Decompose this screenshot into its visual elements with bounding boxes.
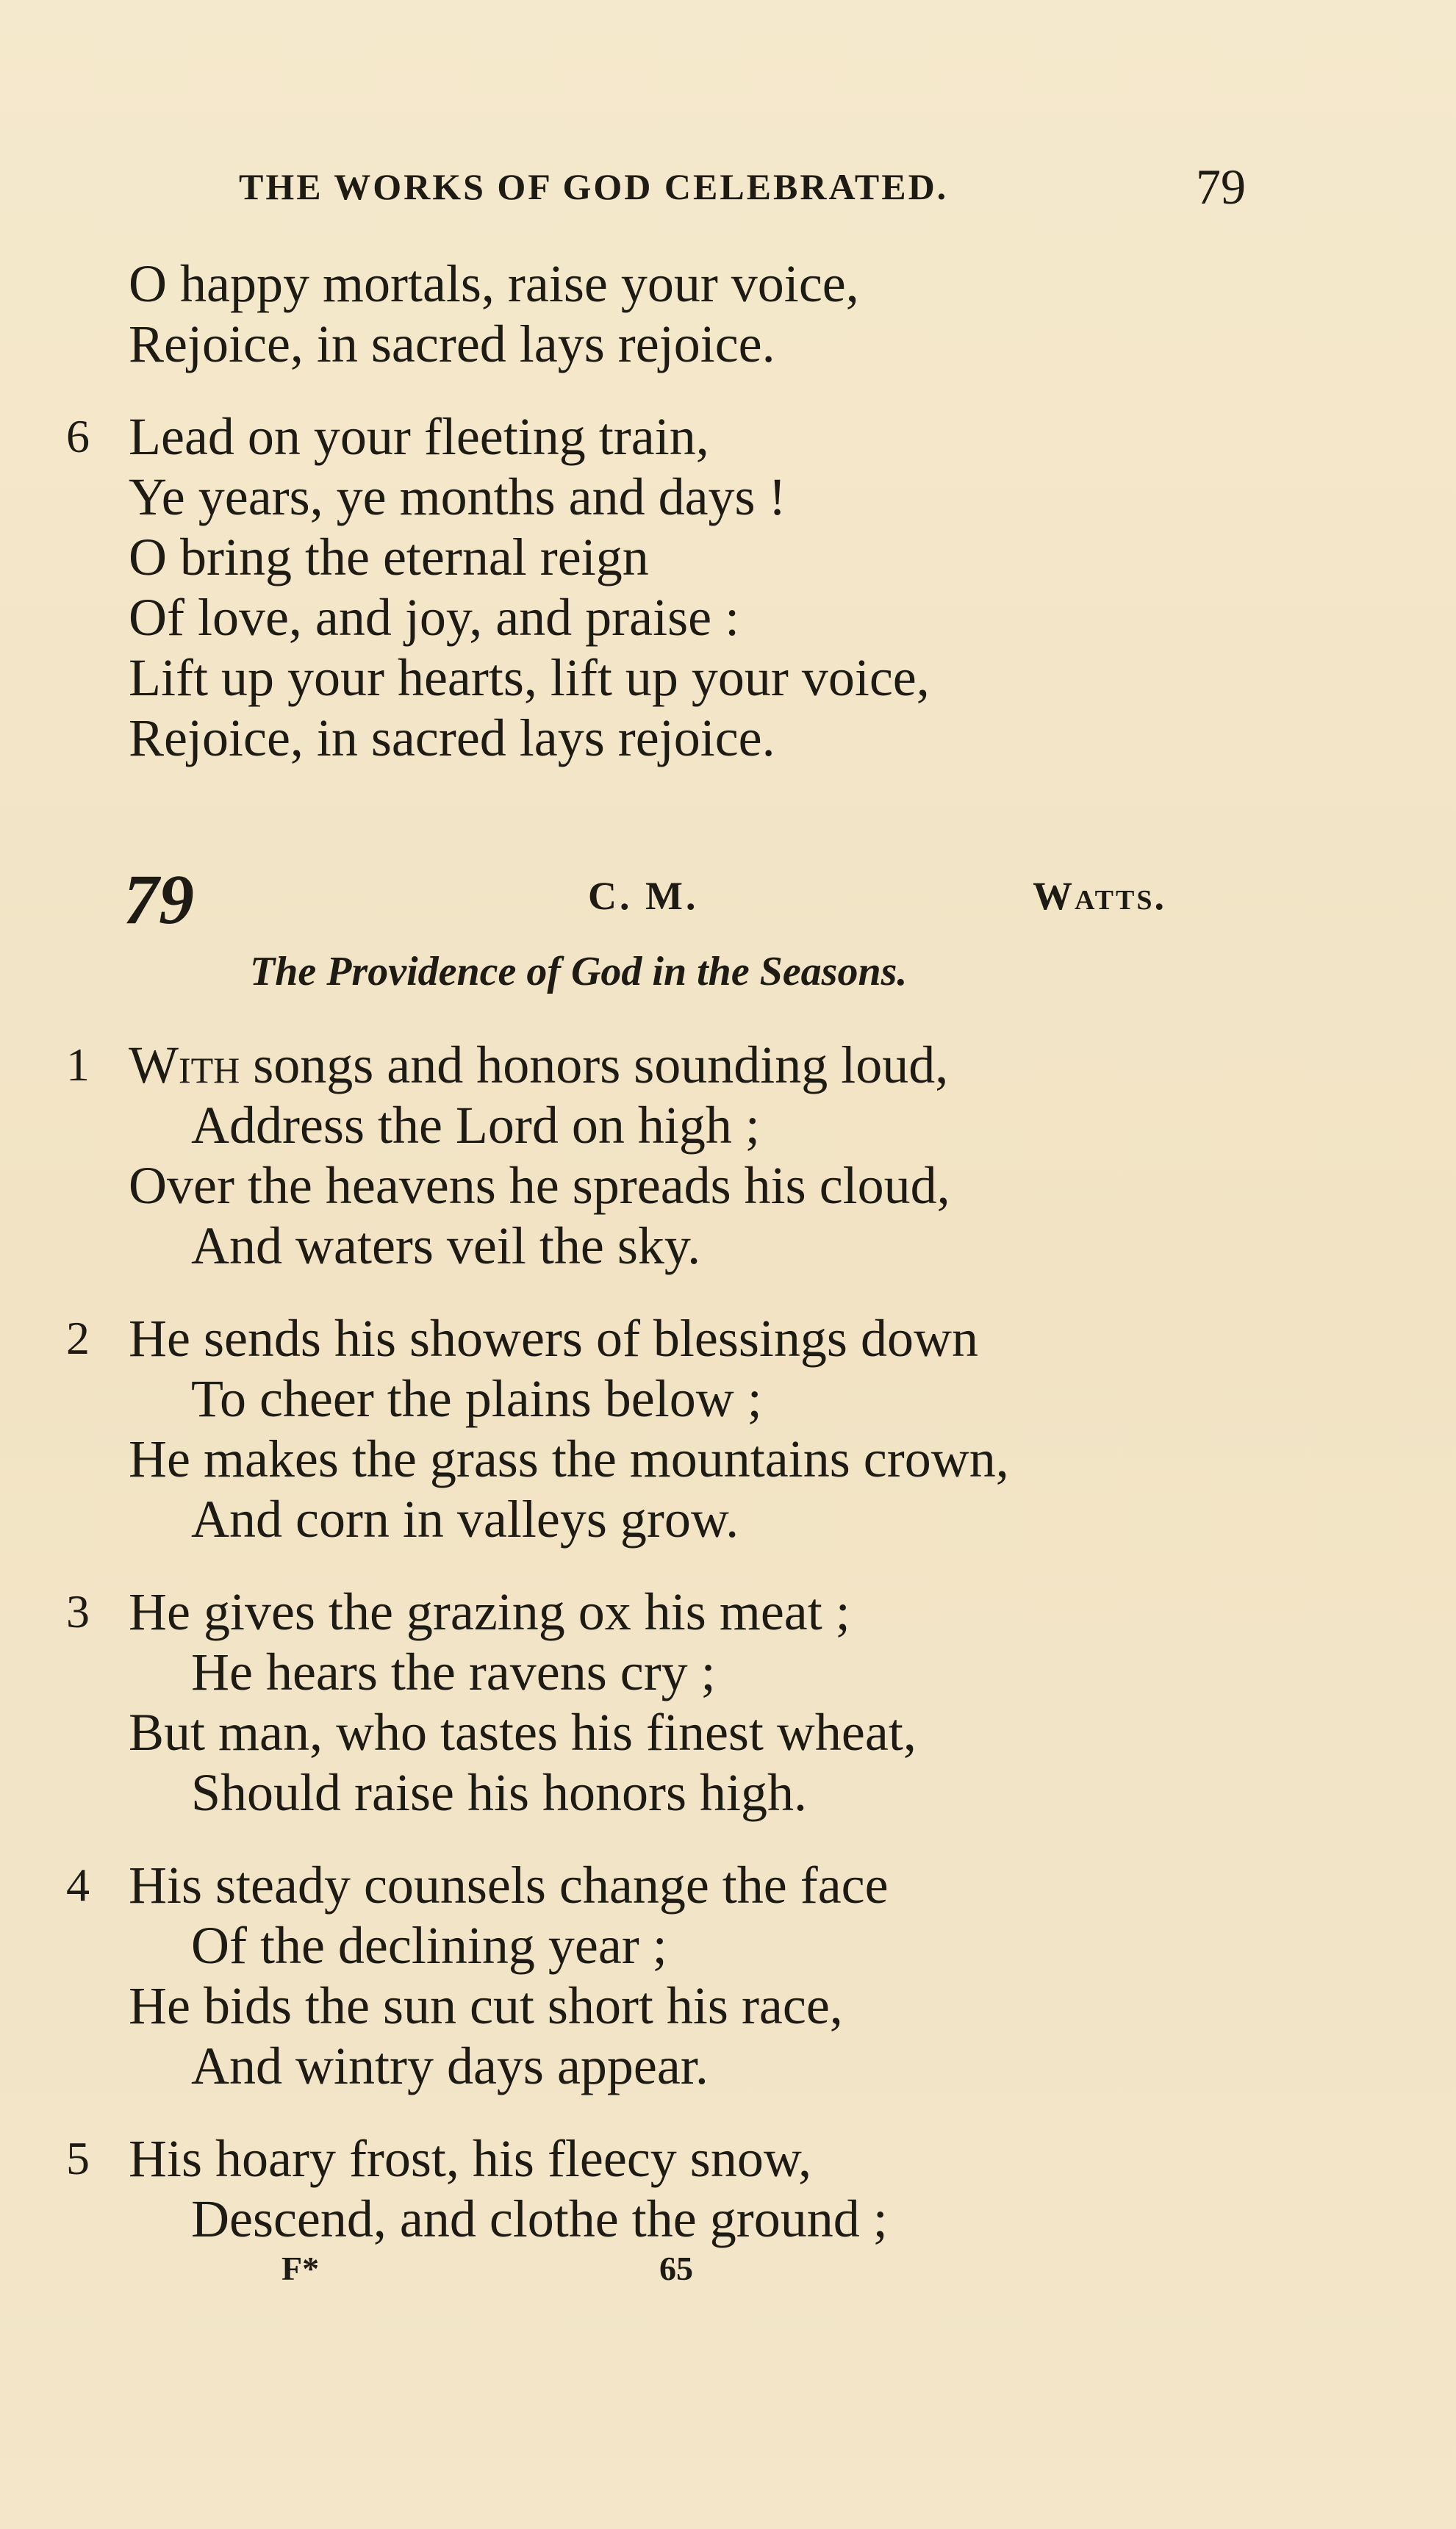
hymn-meter: C. M. xyxy=(588,874,699,918)
verse-line: Descend, and clothe the ground ; xyxy=(191,2189,888,2248)
verse-line: He makes the grass the mountains crown, xyxy=(129,1429,1009,1488)
verse-line: Ye years, ye months and days ! xyxy=(129,467,786,526)
verse-line: And wintry days appear. xyxy=(191,2037,709,2095)
hymn-number: 79 xyxy=(123,860,194,939)
carryover-line: Rejoice, in sacred lays rejoice. xyxy=(129,315,775,373)
verse-number: 4 xyxy=(66,1859,90,1911)
carryover-line: O happy mortals, raise your voice, xyxy=(129,254,859,313)
verse-line: Should raise his honors high. xyxy=(191,1763,807,1822)
first-word: With xyxy=(129,1036,240,1094)
verse-line: Lift up your hearts, lift up your voice, xyxy=(129,648,930,707)
verse-line: Of the declining year ; xyxy=(191,1916,667,1975)
verse-line: He sends his showers of blessings down xyxy=(129,1309,978,1368)
verse-line: Over the heavens he spreads his cloud, xyxy=(129,1156,950,1215)
verse-line: He gives the grazing ox his meat ; xyxy=(129,1582,850,1641)
verse-number: 2 xyxy=(66,1312,90,1364)
verse-line: And corn in valleys grow. xyxy=(191,1490,739,1549)
verse-number: 3 xyxy=(66,1585,90,1637)
footer-page-number: 65 xyxy=(659,2250,693,2287)
verse-number: 6 xyxy=(66,410,90,462)
verse-line xyxy=(129,1035,948,1095)
hymn-title: The Providence of God in the Seasons. xyxy=(250,949,908,994)
verse-line: He bids the sun cut short his race, xyxy=(129,1976,843,2035)
verse-line: Address the Lord on high ; xyxy=(191,1096,760,1155)
verse-line: And waters veil the sky. xyxy=(191,1216,701,1275)
verse-line: O bring the eternal reign xyxy=(129,528,649,586)
page-number: 79 xyxy=(1196,159,1246,215)
verse-line: He hears the ravens cry ; xyxy=(191,1643,716,1701)
verse-line: Of love, and joy, and praise : xyxy=(129,588,740,647)
page-header xyxy=(239,158,1246,215)
verse-line: His hoary frost, his fleecy snow, xyxy=(129,2129,812,2188)
verse-line: His steady counsels change the face xyxy=(129,1856,889,1915)
signature-mark: F* xyxy=(281,2250,320,2287)
running-head: THE WORKS OF GOD CELEBRATED. xyxy=(239,166,949,207)
verse-number: 1 xyxy=(66,1038,90,1091)
verse-number: 5 xyxy=(66,2132,90,2184)
verse-line: But man, who tastes his finest wheat, xyxy=(129,1703,917,1762)
verse-line: To cheer the plains below ; xyxy=(191,1369,762,1428)
first-line-rest: songs and honors sounding loud, xyxy=(240,1036,949,1094)
hymn-author: Watts. xyxy=(1033,874,1166,918)
verse-line: Rejoice, in sacred lays rejoice. xyxy=(129,709,775,767)
verse-line: Lead on your fleeting train, xyxy=(129,407,709,466)
